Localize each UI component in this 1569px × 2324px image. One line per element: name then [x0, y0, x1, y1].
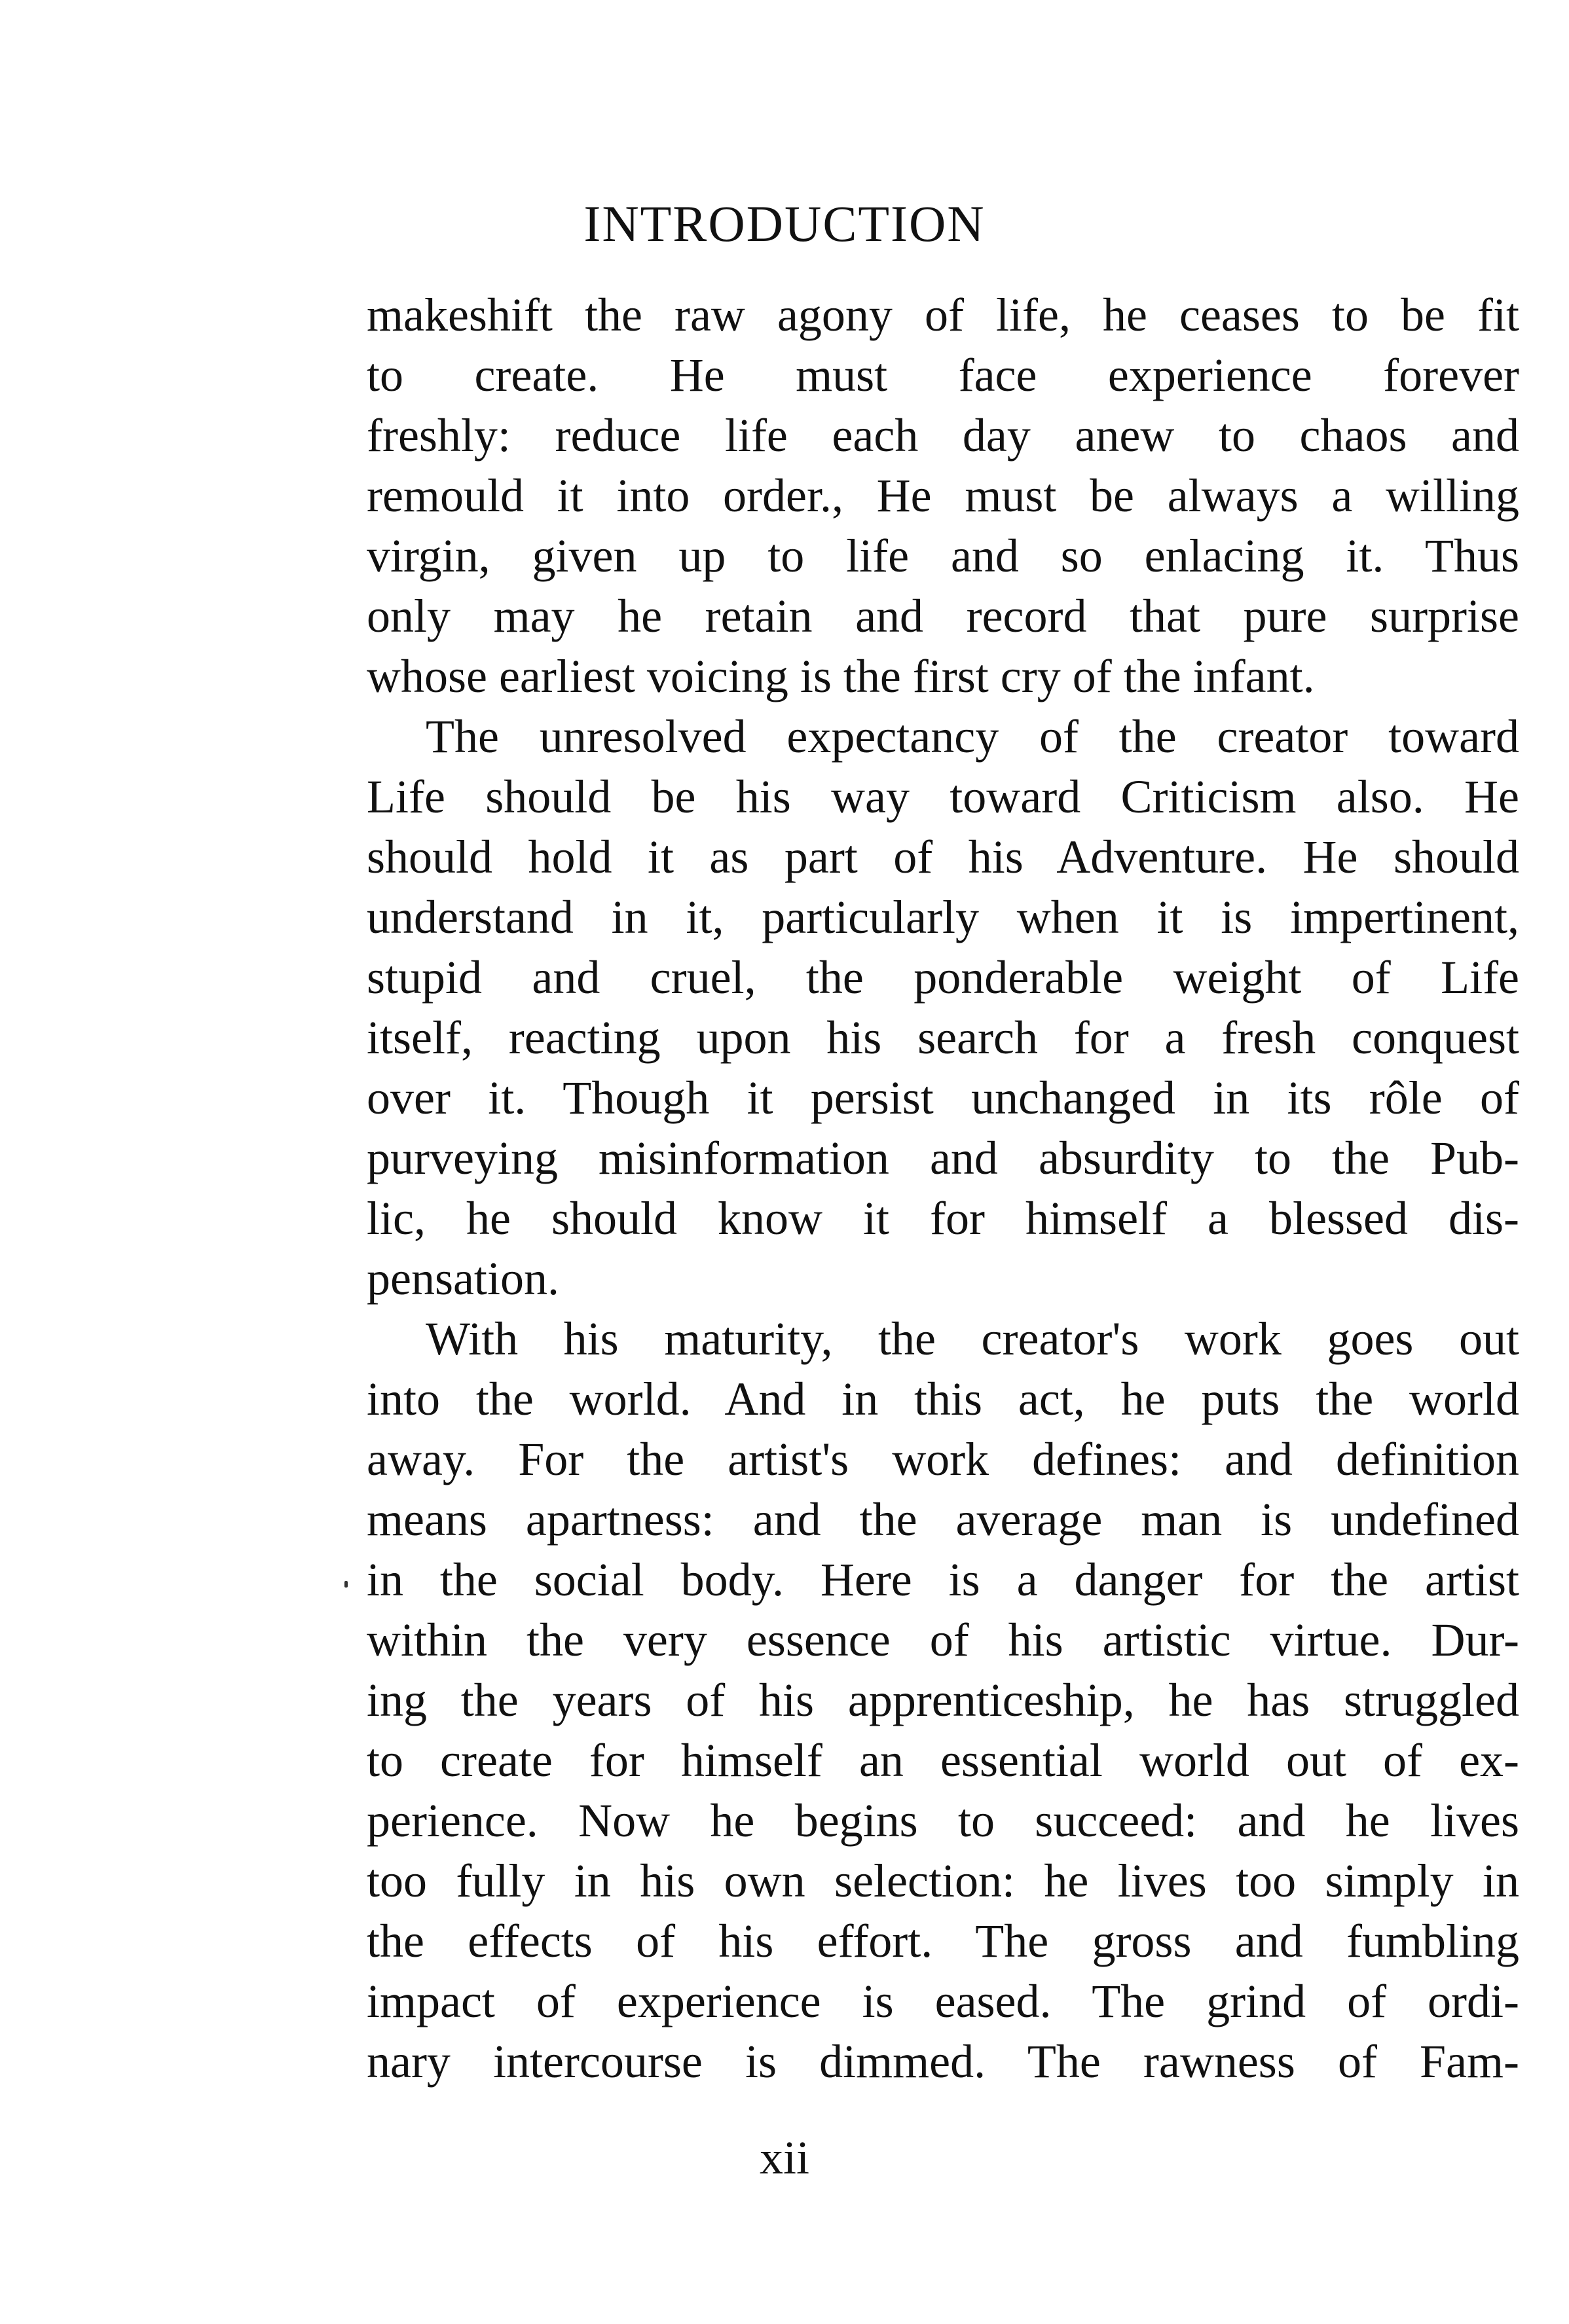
text-line: impact of experience is eased. The grind of ordi-	[367, 1975, 1519, 2027]
text-line: understand in it, particularly when it is impertinent,	[367, 891, 1519, 943]
stray-ink-mark	[344, 1581, 348, 1588]
text-line: over it. Though it persist unchanged in its rôle of	[367, 1072, 1519, 1124]
text-line: too fully in his own selection: he lives too simply in	[367, 1855, 1519, 1907]
paragraph-first-line: The unresolved expectancy of the creator toward	[426, 710, 1519, 763]
text-line: remould it into order., He must be always a willing	[367, 469, 1519, 522]
text-line: within the very essence of his artistic virtue. Dur-	[367, 1614, 1519, 1666]
text-line: Life should be his way toward Criticism also. He	[367, 771, 1519, 823]
text-line: the effects of his effort. The gross and fumbling	[367, 1915, 1519, 1967]
text-line: pensation.	[367, 1252, 559, 1305]
text-line: makeshift the raw agony of life, he ceases to be fit	[367, 289, 1519, 341]
text-line: nary intercourse is dimmed. The rawness of Fam-	[367, 2035, 1519, 2088]
text-line: purveying misinformation and absurdity to the Pub-	[367, 1132, 1519, 1184]
body-text	[367, 285, 1519, 2092]
text-line: away. For the artist's work defines: and definition	[367, 1433, 1519, 1485]
text-line: whose earliest voicing is the first cry of the infant.	[367, 650, 1315, 702]
running-header: INTRODUCTION	[583, 195, 986, 252]
text-line: ing the years of his apprenticeship, he has struggled	[367, 1674, 1519, 1726]
text-line: lic, he should know it for himself a blessed dis-	[367, 1192, 1519, 1244]
text-line: should hold it as part of his Adventure. He should	[367, 831, 1519, 883]
text-line: to create. He must face experience forever	[367, 349, 1519, 401]
text-line: perience. Now he begins to succeed: and he lives	[367, 1794, 1519, 1847]
text-line: itself, reacting upon his search for a fresh conquest	[367, 1011, 1519, 1064]
text-line: to create for himself an essential world out of ex-	[367, 1734, 1519, 1787]
text-line: into the world. And in this act, he puts the world	[367, 1373, 1519, 1425]
text-line: freshly: reduce life each day anew to chaos and	[367, 409, 1519, 462]
text-line: only may he retain and record that pure surprise	[367, 590, 1519, 642]
text-line: stupid and cruel, the ponderable weight of Life	[367, 951, 1519, 1004]
text-line: in the social body. Here is a danger for the artist	[367, 1553, 1519, 1606]
page-number: xii	[759, 2132, 809, 2184]
text-line: virgin, given up to life and so enlacing it. Thus	[367, 530, 1519, 582]
paragraph-first-line: With his maturity, the creator's work goes out	[426, 1313, 1519, 1365]
text-line: means apartness: and the average man is undefined	[367, 1493, 1519, 1546]
